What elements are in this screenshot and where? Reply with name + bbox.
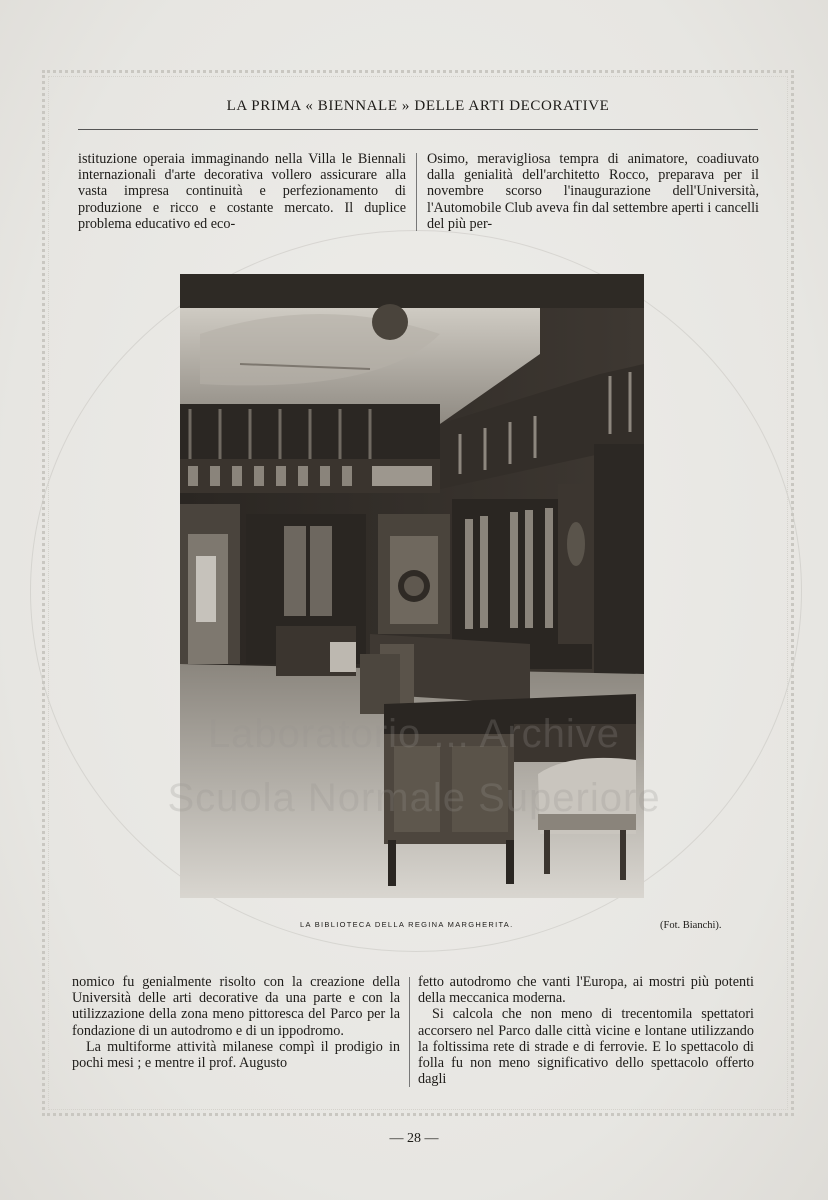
paragraph: nomico fu genialmente risolto con la creazione della Università delle arti decorative da una parte e con la utilizzazione della zona meno pittoresca del Parco per la fondazione di un autodromo e di un ippodromo.: [72, 974, 400, 1039]
figure-caption: LA BIBLIOTECA DELLA REGINA MARGHERITA.: [300, 920, 514, 929]
paragraph: Osimo, meravigliosa tempra di animatore, coadiuvato dalla genialità dell'architetto Rocco, preparava per il novembre scorso l'inaugurazione dell'Università, l'Automobile Club aveva fin dal settembre aperti i cancelli del più per-: [427, 151, 759, 232]
text-column-bottom-right: [418, 974, 754, 1087]
text-column-top-left: [78, 151, 406, 232]
paragraph: istituzione operaia immaginando nella Villa le Biennali internazionali d'arte decorativa vollero assicurare alla vasta impresa continuità e perfezionamento di produzione e ricco e costante mercato. Il duplice problema educativo ed eco-: [78, 151, 406, 232]
text-column-bottom-left: [72, 974, 400, 1071]
photo-credit: (Fot. Bianchi).: [660, 920, 722, 931]
column-divider-top: [416, 153, 417, 231]
running-header: LA PRIMA « BIENNALE » DELLE ARTI DECORATIVE: [226, 98, 610, 114]
watermark-text: Laboratorio ... Archive: [207, 712, 621, 756]
column-divider-bottom: [409, 977, 410, 1087]
paragraph: La multiforme attività milanese compì il prodigio in pochi mesi ; e mentre il prof. Augusto: [72, 1038, 400, 1072]
paragraph: Si calcola che non meno di trecentomila spettatori accorsero nel Parco dalle città vicine e lontane utilizzando la foltissima rete di strade e di ferrovie. E lo spettacolo di folla fu non meno significativo dello spettacolo offerto dagli: [418, 1006, 754, 1088]
paragraph: fetto autodromo che vanti l'Europa, ai mostri più potenti della meccanica moderna.: [418, 974, 754, 1007]
page-number: — 28 —: [389, 1131, 439, 1146]
text-column-top-right: [427, 151, 759, 232]
header-rule: [78, 129, 758, 130]
watermark-text: Scuola Normale Superiore: [167, 776, 661, 820]
